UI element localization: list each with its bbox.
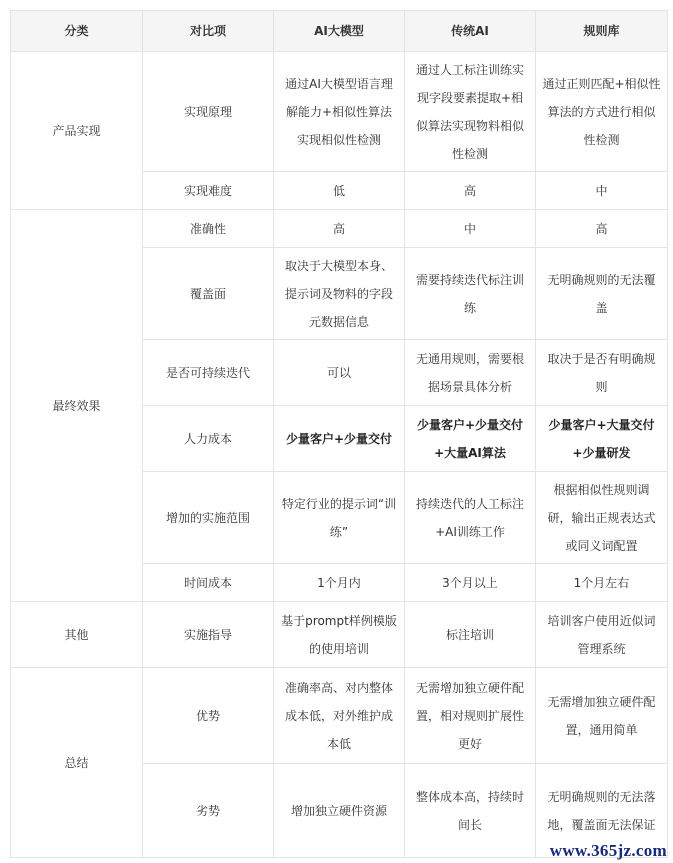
row-item: 时间成本 (143, 564, 274, 602)
comparison-table (10, 10, 668, 858)
cell-llm: 准确率高、对内整体成本低，对外维护成本低 (274, 668, 405, 764)
header-category: 分类 (11, 11, 143, 52)
cell-llm: 低 (274, 172, 405, 210)
row-item: 实施指导 (143, 602, 274, 668)
cell-llm: 1个月内 (274, 564, 405, 602)
cell-ai: 无需增加独立硬件配置，相对规则扩展性更好 (405, 668, 536, 764)
row-item: 劣势 (143, 764, 274, 858)
cell-ai: 3个月以上 (405, 564, 536, 602)
cell-llm: 高 (274, 210, 405, 248)
row-item: 优势 (143, 668, 274, 764)
cell-rule: 通过正则匹配+相似性算法的方式进行相似性检测 (536, 52, 668, 172)
row-item: 增加的实施范围 (143, 472, 274, 564)
cell-ai: 标注培训 (405, 602, 536, 668)
cell-rule: 高 (536, 210, 668, 248)
row-item: 准确性 (143, 210, 274, 248)
cell-ai: 整体成本高，持续时间长 (405, 764, 536, 858)
cell-rule: 无明确规则的无法落地，覆盖面无法保证 (536, 764, 668, 858)
cell-rule: 中 (536, 172, 668, 210)
row-item: 覆盖面 (143, 248, 274, 340)
cell-llm: 增加独立硬件资源 (274, 764, 405, 858)
cell-rule: 根据相似性规则调研，输出正规表达式或同义词配置 (536, 472, 668, 564)
cell-rule: 无需增加独立硬件配置，通用简单 (536, 668, 668, 764)
row-item: 实现难度 (143, 172, 274, 210)
cell-ai: 高 (405, 172, 536, 210)
cell-llm: 少量客户+少量交付 (274, 406, 405, 472)
row-item: 人力成本 (143, 406, 274, 472)
cell-rule: 取决于是否有明确规则 (536, 340, 668, 406)
cell-ai: 需要持续迭代标注训练 (405, 248, 536, 340)
cell-llm: 可以 (274, 340, 405, 406)
row-item: 实现原理 (143, 52, 274, 172)
cell-ai: 持续迭代的人工标注+AI训练工作 (405, 472, 536, 564)
table-row (11, 52, 668, 172)
cell-llm: 通过AI大模型语言理解能力+相似性算法实现相似性检测 (274, 52, 405, 172)
header-llm: AI大模型 (274, 11, 405, 52)
table-row (11, 602, 668, 668)
table-header-row (11, 11, 668, 52)
cell-llm: 特定行业的提示词“训练” (274, 472, 405, 564)
header-item: 对比项 (143, 11, 274, 52)
group-other: 其他 (11, 602, 143, 668)
cell-ai: 少量客户+少量交付+大量AI算法 (405, 406, 536, 472)
cell-rule: 1个月左右 (536, 564, 668, 602)
cell-llm: 基于prompt样例模版的使用培训 (274, 602, 405, 668)
header-rule-library: 规则库 (536, 11, 668, 52)
table-row (11, 210, 668, 248)
cell-rule: 无明确规则的无法覆盖 (536, 248, 668, 340)
header-traditional-ai: 传统AI (405, 11, 536, 52)
cell-rule: 培训客户使用近似词管理系统 (536, 602, 668, 668)
cell-ai: 通过人工标注训练实现字段要素提取+相似算法实现物料相似性检测 (405, 52, 536, 172)
table-row (11, 668, 668, 764)
cell-rule: 少量客户+大量交付+少量研发 (536, 406, 668, 472)
cell-llm: 取决于大模型本身、提示词及物料的字段元数据信息 (274, 248, 405, 340)
row-item: 是否可持续迭代 (143, 340, 274, 406)
cell-ai: 无通用规则，需要根据场景具体分析 (405, 340, 536, 406)
site-watermark: www.365jz.com (549, 841, 667, 860)
group-effect: 最终效果 (11, 210, 143, 602)
cell-ai: 中 (405, 210, 536, 248)
group-product: 产品实现 (11, 52, 143, 210)
group-summary: 总结 (11, 668, 143, 858)
